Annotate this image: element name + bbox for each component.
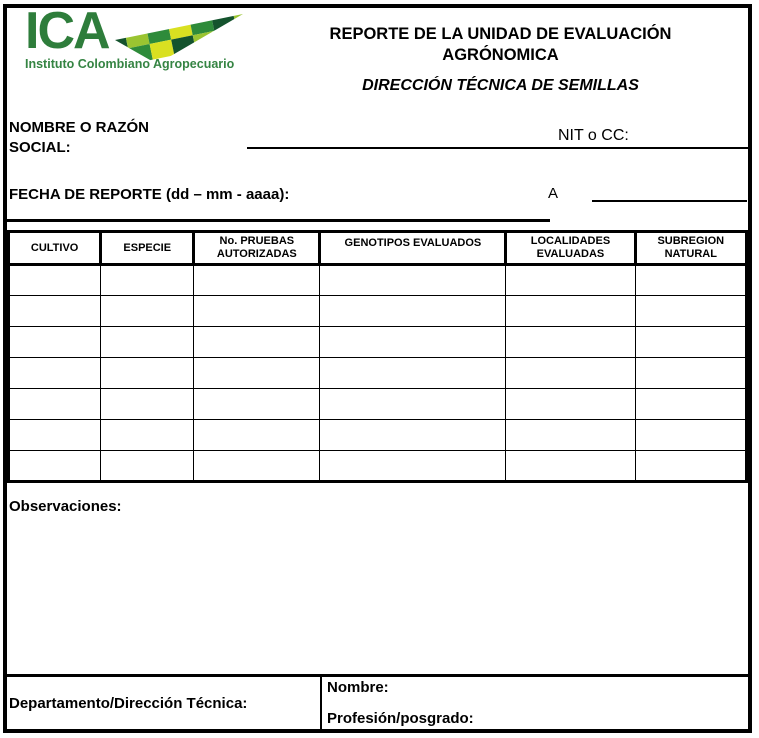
form-header bbox=[257, 24, 744, 95]
table-cell-empty[interactable] bbox=[506, 265, 635, 296]
ica-logo bbox=[21, 2, 251, 76]
fecha-reporte-field-line[interactable] bbox=[7, 219, 550, 222]
table-cell-empty[interactable] bbox=[9, 265, 101, 296]
profesion-posgrado-label: Profesión/posgrado: bbox=[327, 710, 474, 727]
departamento-direccion-cell[interactable] bbox=[7, 677, 322, 729]
column-header-cultivo: CULTIVO bbox=[9, 232, 101, 265]
table-cell-empty[interactable] bbox=[320, 296, 506, 327]
table-cell-empty[interactable] bbox=[194, 451, 320, 482]
table-cell-empty[interactable] bbox=[101, 451, 194, 482]
form-title-line2: AGRÓNOMICA bbox=[442, 46, 559, 64]
form-subtitle: DIRECCIÓN TÉCNICA DE SEMILLAS bbox=[362, 77, 639, 94]
observaciones-area[interactable] bbox=[7, 515, 748, 671]
page-frame bbox=[3, 4, 752, 733]
table-cell-empty[interactable] bbox=[101, 296, 194, 327]
table-cell-empty[interactable] bbox=[635, 327, 746, 358]
table-cell-empty[interactable] bbox=[101, 358, 194, 389]
table-cell-empty[interactable] bbox=[194, 358, 320, 389]
table-cell-empty[interactable] bbox=[101, 327, 194, 358]
table-cell-empty[interactable] bbox=[101, 420, 194, 451]
ica-logo-subtitle: Instituto Colombiano Agropecuario bbox=[25, 57, 235, 71]
evaluation-report-table bbox=[7, 230, 748, 483]
departamento-direccion-label: Departamento/Dirección Técnica: bbox=[9, 694, 248, 712]
table-cell-empty[interactable] bbox=[635, 389, 746, 420]
fecha-a-field-line[interactable] bbox=[592, 200, 747, 202]
column-header-especie: ESPECIE bbox=[101, 232, 194, 265]
table-cell-empty[interactable] bbox=[506, 389, 635, 420]
column-header-genotipos-evaluados: GENOTIPOS EVALUADOS bbox=[320, 232, 506, 265]
nombre-razon-social-label: NOMBRE O RAZÓN SOCIAL: bbox=[9, 119, 149, 156]
table-row bbox=[9, 265, 747, 296]
ica-logo-acronym: ICA bbox=[25, 2, 109, 60]
fecha-reporte-label: FECHA DE REPORTE (dd – mm - aaaa): bbox=[9, 186, 290, 203]
table-cell-empty[interactable] bbox=[506, 327, 635, 358]
table-cell-empty[interactable] bbox=[9, 389, 101, 420]
a-label: A bbox=[548, 185, 559, 202]
nombre-razon-social-field-line[interactable] bbox=[247, 147, 748, 149]
table-cell-empty[interactable] bbox=[320, 358, 506, 389]
nombre-profesion-cell[interactable] bbox=[322, 677, 748, 729]
table-cell-empty[interactable] bbox=[9, 420, 101, 451]
table-cell-empty[interactable] bbox=[506, 358, 635, 389]
table-cell-empty[interactable] bbox=[320, 389, 506, 420]
table-row bbox=[9, 389, 747, 420]
table-cell-empty[interactable] bbox=[9, 327, 101, 358]
table-cell-empty[interactable] bbox=[506, 420, 635, 451]
table-cell-empty[interactable] bbox=[101, 389, 194, 420]
table-cell-empty[interactable] bbox=[194, 420, 320, 451]
table-cell-empty[interactable] bbox=[635, 420, 746, 451]
table-cell-empty[interactable] bbox=[194, 265, 320, 296]
table-cell-empty[interactable] bbox=[635, 358, 746, 389]
table-cell-empty[interactable] bbox=[635, 265, 746, 296]
table-cell-empty[interactable] bbox=[194, 327, 320, 358]
table-cell-empty[interactable] bbox=[194, 296, 320, 327]
nombre-label: Nombre: bbox=[327, 679, 389, 696]
table-cell-empty[interactable] bbox=[320, 420, 506, 451]
table-cell-empty[interactable] bbox=[506, 451, 635, 482]
nit-cc-label: NIT o CC: bbox=[558, 127, 629, 144]
form-title-line1: REPORTE DE LA UNIDAD DE EVALUACIÓN bbox=[329, 25, 672, 43]
table-cell-empty[interactable] bbox=[506, 296, 635, 327]
table-row bbox=[9, 451, 747, 482]
table-row bbox=[9, 296, 747, 327]
observaciones-label: Observaciones: bbox=[9, 498, 122, 515]
table-header-row bbox=[9, 232, 747, 265]
table-cell-empty[interactable] bbox=[635, 296, 746, 327]
table-cell-empty[interactable] bbox=[101, 265, 194, 296]
table-cell-empty[interactable] bbox=[320, 265, 506, 296]
table-cell-empty[interactable] bbox=[9, 358, 101, 389]
ica-checkered-flag-icon bbox=[113, 10, 245, 64]
table-row bbox=[9, 327, 747, 358]
table-row bbox=[9, 420, 747, 451]
table-cell-empty[interactable] bbox=[194, 389, 320, 420]
column-header-localidades-evaluadas: LOCALIDADES EVALUADAS bbox=[506, 232, 635, 265]
table-cell-empty[interactable] bbox=[9, 296, 101, 327]
table-row bbox=[9, 358, 747, 389]
column-header-pruebas-autorizadas: No. PRUEBAS AUTORIZADAS bbox=[194, 232, 320, 265]
table-cell-empty[interactable] bbox=[635, 451, 746, 482]
signature-section bbox=[7, 674, 748, 729]
table-cell-empty[interactable] bbox=[320, 451, 506, 482]
table-cell-empty[interactable] bbox=[9, 451, 101, 482]
column-header-subregion-natural: SUBREGION NATURAL bbox=[635, 232, 746, 265]
report-table-body bbox=[9, 265, 747, 482]
table-cell-empty[interactable] bbox=[320, 327, 506, 358]
